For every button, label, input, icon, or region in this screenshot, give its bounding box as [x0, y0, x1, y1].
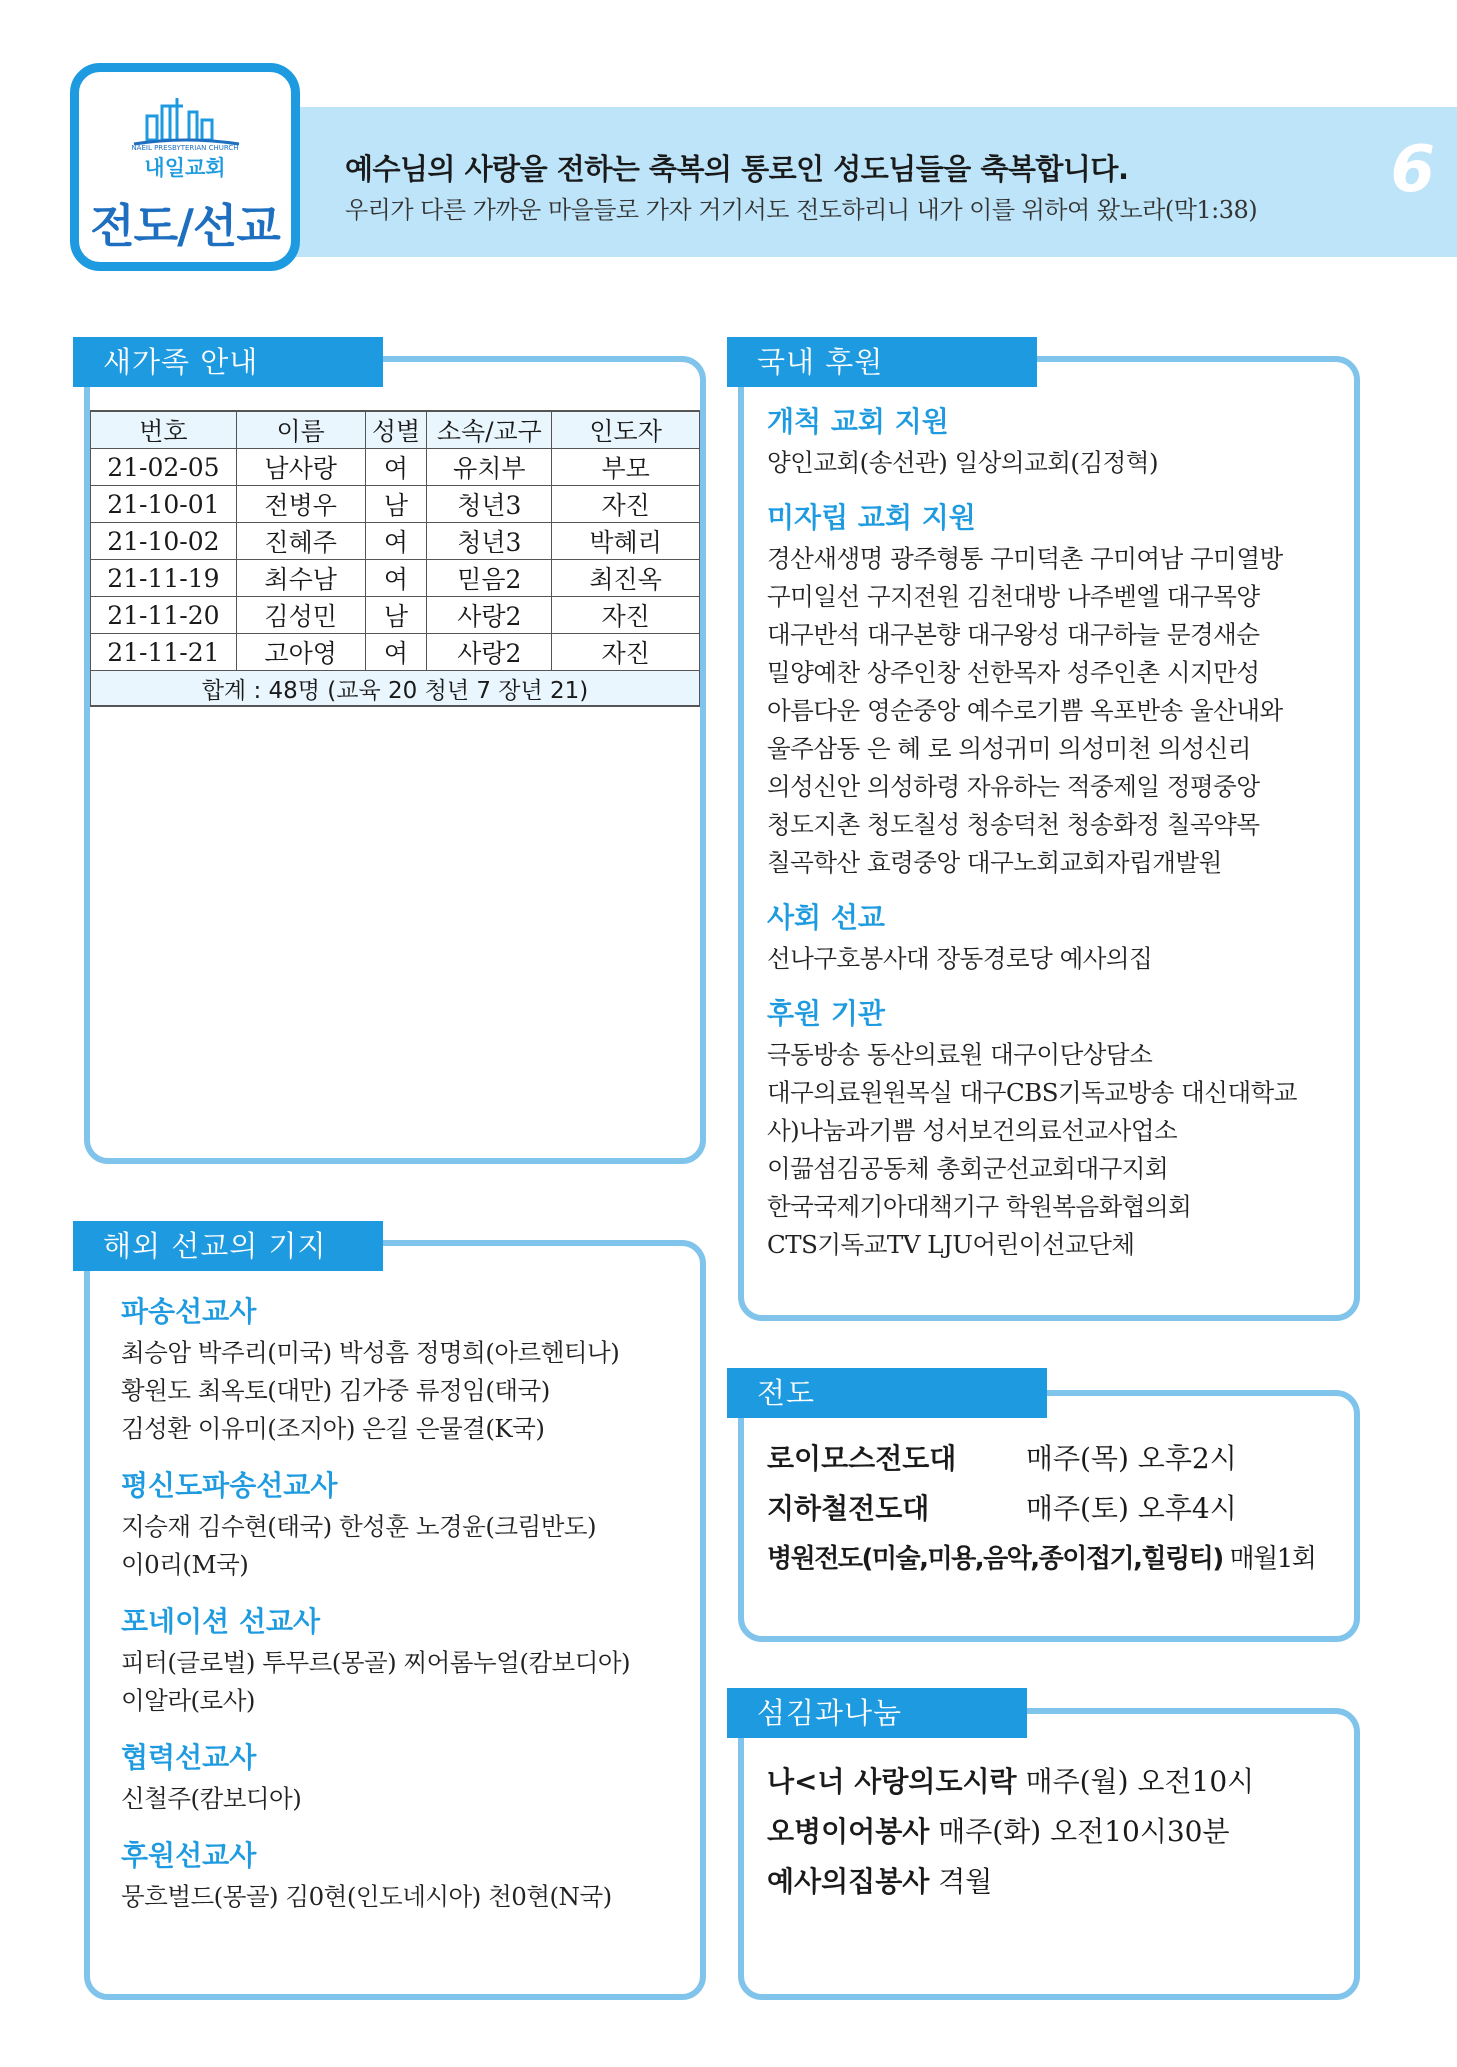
table-row [91, 449, 700, 486]
list-item: 울주삼동 은 혜 로 의성귀미 의성미천 의성신리 [767, 734, 1251, 763]
section-title: 포네이션 선교사 [121, 1605, 321, 1638]
list-item: 경산새생명 광주형통 구미덕촌 구미여남 구미열방 [767, 544, 1283, 573]
table-row [91, 597, 700, 634]
cell-group: 사랑2 [427, 597, 552, 634]
overseas-content [121, 1290, 630, 1916]
list-item: 한국국제기아대책기구 학원복음화협의회 [767, 1192, 1192, 1221]
section-title: 파송선교사 [121, 1295, 257, 1328]
list-item: 지승재 김수현(태국) 한성훈 노경윤(크림반도) [121, 1512, 597, 1541]
column-header: 소속/교구 [427, 411, 552, 449]
evangelism-row [767, 1484, 1315, 1534]
event-time: 격월 [938, 1865, 993, 1898]
service-row [767, 1757, 1254, 1807]
cell-gender: 남 [365, 597, 427, 634]
list-item: 대구의료원원목실 대구CBS기독교방송 대신대학교 [767, 1078, 1297, 1107]
cell-number: 21-11-20 [91, 597, 237, 634]
cell-group: 사랑2 [427, 634, 552, 671]
service-content [767, 1757, 1254, 1907]
cell-group: 유치부 [427, 449, 552, 486]
cell-name: 김성민 [236, 597, 365, 634]
tab-service-sharing: 섬김과나눔 [727, 1688, 1027, 1738]
column-header: 인도자 [552, 411, 700, 449]
tab-evangelism: 전도 [727, 1368, 1047, 1418]
cell-gender: 남 [365, 486, 427, 523]
cell-guide: 박혜리 [552, 523, 700, 560]
list-item: 칠곡학산 효령중앙 대구노회교회자립개발원 [767, 848, 1222, 877]
section-title: 후원 기관 [767, 997, 885, 1030]
table-row [91, 523, 700, 560]
list-item: 뭉흐벌드(몽골) 김0현(인도네시아) 천0현(N국) [121, 1882, 612, 1911]
cell-name: 고아영 [236, 634, 365, 671]
cell-name: 최수남 [236, 560, 365, 597]
tab-overseas-missions: 해외 선교의 기지 [73, 1221, 383, 1271]
list-item: 의성신안 의성하령 자유하는 적중제일 정평중앙 [767, 772, 1260, 801]
list-item: 선나구호봉사대 장동경로당 예사의집 [767, 944, 1153, 973]
section-title: 협력선교사 [121, 1741, 257, 1774]
list-item: 양인교회(송선관) 일상의교회(김정혁) [767, 448, 1159, 477]
event-time: 매주(월) 오전10시 [1025, 1765, 1255, 1798]
table-row [91, 486, 700, 523]
section-title: 평신도파송선교사 [121, 1469, 338, 1502]
logo-small-text: NAEIL PRESBYTERIAN CHURCH [131, 144, 239, 152]
column-header: 성별 [365, 411, 427, 449]
list-item: 황원도 최옥토(대만) 김가중 류정임(태국) [121, 1376, 550, 1405]
section-title: 개척 교회 지원 [767, 405, 949, 438]
event-name: 나<너 사랑의도시락 [767, 1765, 1017, 1798]
page-title: 전도/선교 [90, 199, 280, 253]
cell-name: 전병우 [236, 486, 365, 523]
cell-guide: 부모 [552, 449, 700, 486]
header-verse: 우리가 다른 가까운 마을들로 가자 거기서도 전도하리니 내가 이를 위하여 왔노라(막1:38) [345, 196, 1258, 224]
event-time: 매주(토) 오후4시 [1025, 1492, 1237, 1525]
cell-group: 청년3 [427, 486, 552, 523]
page-number: 6 [1390, 133, 1435, 207]
service-row [767, 1857, 1254, 1907]
section-title: 미자립 교회 지원 [767, 501, 976, 534]
list-item: 피터(글로벌) 투무르(몽골) 찌어롬누얼(캄보디아) [121, 1648, 631, 1677]
list-item: 이끎섬김공동체 총회군선교회대구지회 [767, 1154, 1169, 1183]
list-item: 최승암 박주리(미국) 박성흠 정명희(아르헨티나) [121, 1338, 620, 1367]
new-family-table [90, 410, 700, 707]
event-name: 예사의집봉사 [767, 1865, 930, 1898]
evangelism-row [767, 1434, 1315, 1484]
event-time: 매월1회 [1229, 1544, 1316, 1574]
service-row [767, 1807, 1254, 1857]
evangelism-content [767, 1434, 1315, 1584]
tab-new-family: 새가족 안내 [73, 337, 383, 387]
list-item: 밀양예찬 상주인창 선한목자 성주인촌 시지만성 [767, 658, 1260, 687]
cell-number: 21-11-19 [91, 560, 237, 597]
list-item: 대구반석 대구본향 대구왕성 대구하늘 문경새순 [767, 620, 1260, 649]
event-name: 오병이어봉사 [767, 1815, 930, 1848]
total-summary: 합계 : 48명 (교육 20 청년 7 장년 21) [91, 671, 700, 707]
cell-gender: 여 [365, 449, 427, 486]
cell-guide: 자진 [552, 634, 700, 671]
list-item: 신철주(캄보디아) [121, 1784, 302, 1813]
list-item: CTS기독교TV LJU어린이선교단체 [767, 1230, 1135, 1259]
cell-gender: 여 [365, 634, 427, 671]
section-title: 사회 선교 [767, 901, 885, 934]
list-item: 김성환 이유미(조지아) 은길 은물결(K국) [121, 1414, 545, 1443]
cell-group: 청년3 [427, 523, 552, 560]
table-row [91, 560, 700, 597]
tab-domestic-support: 국내 후원 [727, 337, 1037, 387]
table-header-row [91, 411, 700, 449]
cell-gender: 여 [365, 523, 427, 560]
cell-guide: 자진 [552, 597, 700, 634]
event-time: 매주(화) 오전10시30분 [938, 1815, 1230, 1848]
cell-name: 진혜주 [236, 523, 365, 560]
list-item: 극동방송 동산의료원 대구이단상담소 [767, 1040, 1153, 1069]
cell-number: 21-10-01 [91, 486, 237, 523]
cell-number: 21-11-21 [91, 634, 237, 671]
event-time: 매주(목) 오후2시 [1025, 1442, 1237, 1475]
event-name: 병원전도(미술,미용,음악,종이접기,힐링티) [767, 1544, 1223, 1574]
cell-guide: 최진옥 [552, 560, 700, 597]
list-item: 구미일선 구지전원 김천대방 나주벧엘 대구목양 [767, 582, 1260, 611]
list-item: 사)나눔과기쁨 성서보건의료선교사업소 [767, 1116, 1178, 1145]
table-total-row [91, 671, 700, 707]
domestic-content [767, 400, 1297, 1264]
header-headline: 예수님의 사랑을 전하는 축복의 통로인 성도님들을 축복합니다. [345, 152, 1129, 186]
cell-group: 믿음2 [427, 560, 552, 597]
list-item: 이0리(M국) [121, 1550, 249, 1579]
list-item: 아름다운 영순중앙 예수로기쁨 옥포반송 울산내와 [767, 696, 1283, 725]
cell-number: 21-10-02 [91, 523, 237, 560]
cell-guide: 자진 [552, 486, 700, 523]
logo-name: 내일교회 [144, 156, 226, 180]
evangelism-row [767, 1534, 1315, 1584]
event-name: 로이모스전도대 [767, 1442, 957, 1475]
cell-name: 남사랑 [236, 449, 365, 486]
list-item: 이알라(로사) [121, 1686, 255, 1715]
list-item: 청도지촌 청도칠성 청송덕천 청송화정 칠곡약목 [767, 810, 1260, 839]
cell-number: 21-02-05 [91, 449, 237, 486]
column-header: 번호 [91, 411, 237, 449]
cell-gender: 여 [365, 560, 427, 597]
table-row [91, 634, 700, 671]
column-header: 이름 [236, 411, 365, 449]
church-logo [70, 63, 300, 271]
section-title: 후원선교사 [121, 1839, 257, 1872]
event-name: 지하철전도대 [767, 1492, 930, 1525]
